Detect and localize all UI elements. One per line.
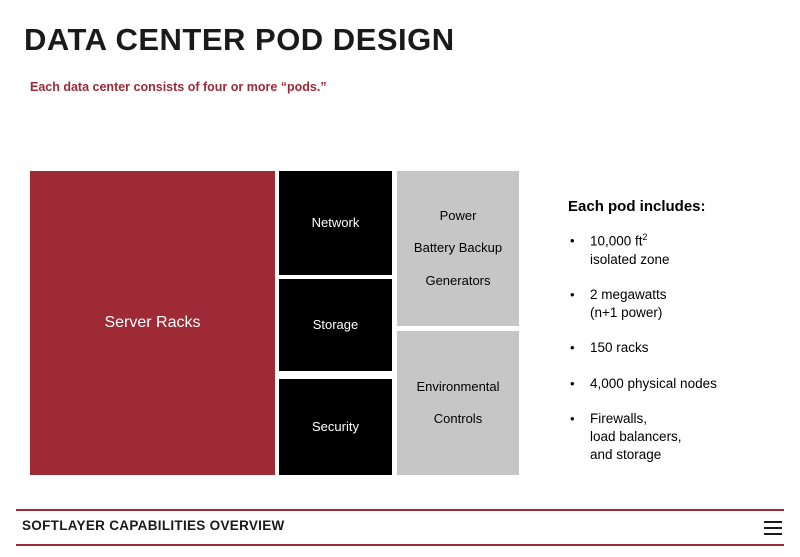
list-item-line1: Firewalls, bbox=[590, 410, 648, 426]
diagram-block-label-line2: Controls bbox=[433, 411, 483, 427]
menu-bar bbox=[764, 527, 782, 529]
diagram-block-server-racks bbox=[30, 171, 275, 475]
pod-includes-heading: Each pod includes: bbox=[568, 198, 706, 215]
list-item-line1: 150 racks bbox=[590, 340, 649, 356]
hamburger-menu-icon[interactable] bbox=[764, 521, 782, 535]
list-item-line1: 4,000 physical nodes bbox=[590, 375, 717, 391]
list-item-line2: isolated zone bbox=[590, 251, 670, 267]
list-item bbox=[568, 286, 790, 322]
diagram-block-label-line1: Environmental bbox=[416, 378, 500, 394]
diagram-block-label: Server Racks bbox=[104, 314, 201, 331]
diagram-block-power bbox=[397, 171, 519, 326]
page-title: DATA CENTER POD DESIGN bbox=[24, 22, 455, 57]
footer-title: SOFTLAYER CAPABILITIES OVERVIEW bbox=[22, 518, 285, 533]
diagram-block-label-line3: Generators bbox=[425, 272, 491, 288]
list-item-line1: 10,000 ft bbox=[590, 233, 643, 249]
diagram-block-environmental-controls bbox=[397, 331, 519, 475]
list-item-line2: (n+1 power) bbox=[590, 305, 663, 321]
list-item bbox=[568, 410, 790, 465]
footer-divider-top bbox=[16, 509, 784, 511]
diagram-block-label bbox=[414, 208, 502, 289]
diagram-block-label: Network bbox=[311, 214, 360, 230]
diagram-block-label-line2: Battery Backup bbox=[413, 240, 503, 256]
diagram-block-label: Storage bbox=[312, 316, 359, 332]
list-item bbox=[568, 339, 790, 357]
diagram-block-label bbox=[416, 379, 499, 428]
diagram-block-label-line1: Power bbox=[439, 207, 477, 223]
pod-includes-list bbox=[568, 232, 790, 481]
menu-bar bbox=[764, 533, 782, 535]
list-item bbox=[568, 375, 790, 393]
footer-divider-bottom bbox=[16, 544, 784, 546]
menu-bar bbox=[764, 521, 782, 523]
diagram-block-label: Security bbox=[312, 418, 359, 434]
list-item-line1: 2 megawatts bbox=[590, 286, 667, 302]
list-item-line2: load balancers, bbox=[590, 429, 682, 445]
page-subtitle: Each data center consists of four or more “pods.” bbox=[30, 80, 327, 94]
diagram-block-storage bbox=[279, 279, 392, 371]
list-item-superscript: 2 bbox=[642, 232, 648, 242]
list-item-line3: and storage bbox=[590, 447, 662, 463]
diagram-block-security bbox=[279, 379, 392, 475]
list-item bbox=[568, 232, 790, 269]
diagram-block-network bbox=[279, 171, 392, 275]
